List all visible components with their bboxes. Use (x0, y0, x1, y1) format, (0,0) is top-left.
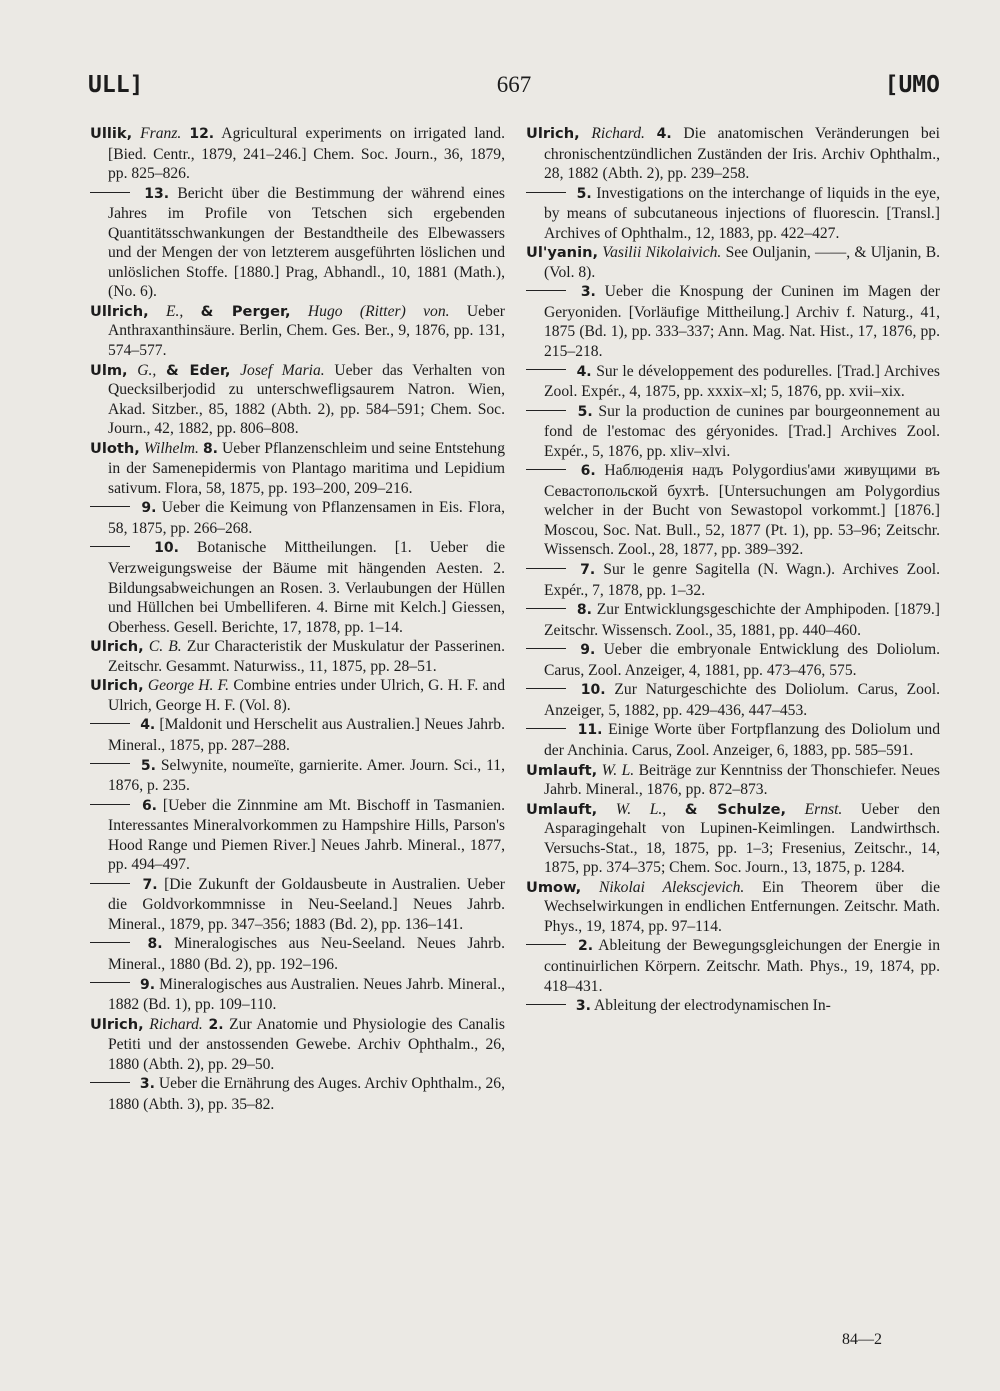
bibliography-entry (90, 1074, 505, 1114)
bibliography-entry (526, 560, 940, 600)
bibliography-entry (90, 934, 505, 974)
ditto-dash (526, 608, 566, 609)
page-number: 667 (496, 72, 532, 97)
entry-text: Botanische Mittheilungen. [1. Ueber die Verzweigungsweise der Bäume mit hängenden Aesten. 2. Bildungsabweichungen an Rosen. 3. Verlaubungen der Hüllen und Hüllchen bei Umbelliferen. 4. Birne mit Kelch.] Giessen, Oberhess. Gesell. Berichte, 17, 1878, pp. 1–14. (108, 539, 505, 636)
author-given-name: E., (165, 302, 184, 320)
entry-text: Mineralogisches aus Australien. Neues Jahrb. Mineral., 1882 (Bd. 1), pp. 109–110. (108, 975, 505, 1014)
ditto-dash (526, 290, 566, 291)
author-surname: Uloth, (90, 439, 140, 457)
header-right-guide: [UMO (884, 72, 940, 98)
entry-number: 5. (577, 403, 593, 420)
bibliography-entry (526, 800, 940, 878)
ditto-dash (526, 469, 566, 470)
bibliography-entry (90, 676, 505, 715)
bibliography-entry (526, 680, 940, 720)
entry-number: 3. (575, 998, 591, 1015)
author-given-name: Richard. (591, 125, 645, 142)
ditto-dash (526, 944, 566, 945)
bibliography-entry (526, 362, 940, 402)
entry-text: [Maldonit und Herschelit aus Australien.] Neues Jahrb. Mineral., 1875, pp. 287–288. (108, 716, 505, 754)
entry-text: Zur Characteristik der Muskulatur der Passerinen. Zeitschr. Gesammt. Naturwiss., 11, 1875, pp. 28–51. (108, 638, 505, 675)
entry-number: 8. (202, 440, 218, 457)
bibliography-entry (90, 124, 505, 184)
author-given-name: Wilhelm. (143, 439, 199, 457)
entry-number: 7. (580, 562, 596, 579)
author-given-name: Vasilii Nikolaivich. (602, 244, 722, 262)
entry-text: Ueber die embryonale Entwicklung des Doliolum. Carus, Zool. Anzeiger, 4, 1881, pp. 473–476, 575. (544, 641, 940, 679)
entry-number: 8. (576, 602, 592, 619)
entry-number: 4. (576, 363, 592, 380)
coauthor-surname: & Schulze, (684, 800, 787, 818)
entry-number: 13. (144, 185, 170, 202)
entry-number: 9. (141, 500, 157, 517)
bibliography-entry (526, 461, 940, 560)
signature-mark: 84—2 (842, 1331, 882, 1348)
author-given-name: Franz. (140, 125, 182, 142)
entry-text: [Ueber die Zinnmine am Mt. Bischoff in Tasmanien. Interessantes Mineralvorkommen zu Hampshire Hills, Parson's Hood Range und Piemen River.] Neues Jahrb. Mineral., 1877, pp. 494–497. (108, 796, 506, 874)
entry-text: Die anatomischen Veränderungen bei chronischentzündlichen Zuständen der Iris. Archiv Ophthalm., 28, 1882 (Abth. 2), pp. 239–258. (544, 125, 940, 183)
ditto-dash (90, 723, 130, 724)
ditto-dash (90, 883, 130, 884)
coauthor-given-name: Ernst. (804, 800, 843, 818)
page-header (88, 72, 940, 106)
author-surname: Ulrich, (90, 1015, 144, 1033)
entry-text: Mineralogisches aus Neu-Seeland. Neues Jahrb. Mineral., 1880 (Bd. 2), pp. 192–196. (108, 935, 505, 973)
ditto-dash (90, 942, 130, 943)
ditto-dash (90, 982, 130, 983)
entry-text: Einige Worte über Fortpflanzung des Doliolum und der Anchinia. Carus, Zool. Anzeiger, 6, 1883, pp. 585–591. (544, 721, 941, 759)
ditto-dash (90, 763, 130, 764)
bibliography-entry (90, 498, 505, 538)
entry-text: Ueber Pflanzenschleim und seine Entstehung in der Samenepidermis von Plantago maritima und Lepidium sativum. Flora, 58, 1875, pp. 193–200, 209–216. (108, 439, 505, 497)
entry-number: 5. (140, 757, 156, 774)
bibliography-entry (526, 761, 940, 800)
ditto-dash (90, 192, 130, 193)
ditto-dash (90, 546, 130, 547)
entry-text: Ableitung der electrodynamischen In- (590, 997, 831, 1015)
author-given-name: W. L., (615, 800, 667, 818)
bibliography-entry (526, 184, 940, 244)
entry-text: Наблюденія надъ Polygordius'ами живущими въ Севастопольской бухтѣ. [Untersuchungen am Polygordius welcher in der Bucht von Sewastopol vorkommt.] [1876.] Moscou, Soc. Nat. Bull., 52, 1877 (Pt. 1), pp. 53–96; Zeitschr. Wissensch. Zool., 28, 1877, pp. 389–392. (544, 462, 940, 559)
entry-text: Zur Anatomie und Physiologie des Canalis Petiti und der anstossenden Gewebe. Archiv Ophthalm., 26, 1880 (Abth. 2), pp. 29–50. (108, 1015, 505, 1073)
entry-text: Zur Entwicklungsgeschichte der Amphipoden. [1879.] Zeitschr. Wissensch. Zool., 35, 1881, pp. 440–460. (544, 601, 941, 639)
entry-number: 2. (578, 938, 594, 955)
bibliography-entry (90, 439, 505, 499)
entry-text: Sur la production de cunines par bourgeonnement au fond de l'estomac des géryonides. [Trad.] Archives Zool. Expér., 5, 1876, pp. xliv–xlvi. (544, 402, 940, 460)
right-column (526, 124, 940, 1017)
entry-number: 3. (580, 284, 596, 301)
entry-text: Ein Theorem über die Wechselwirkungen in endlichen Entfernungen. Zeitschr. Math. Phys., 19, 1874, pp. 97–114. (544, 878, 941, 935)
ditto-dash (90, 804, 130, 805)
author-surname: Umlauft, (526, 800, 598, 818)
left-column (90, 124, 505, 1114)
coauthor-surname: & Eder, (165, 361, 231, 379)
author-surname: Ullrich, (90, 302, 149, 320)
bibliography-entry (90, 756, 505, 796)
entry-text: Ueber die Ernährung des Auges. Archiv Ophthalm., 26, 1880 (Abth. 3), pp. 35–82. (108, 1075, 505, 1113)
entry-number: 6. (580, 463, 596, 480)
author-given-name: W. L. (601, 761, 635, 779)
bibliography-entry (526, 600, 940, 640)
ditto-dash (526, 410, 566, 411)
entry-number: 12. (189, 126, 215, 142)
author-surname: Ulrich, (526, 125, 580, 142)
entry-text: Ueber die Knospung der Cuninen im Magen der Geryoniden. [Vorläufige Mittheilung.] Archiv f. Naturg., 41, 1875 (Bd. 1), pp. 333–337; Ann. Mag. Nat. Hist., 17, 1876, pp. 215–218. (544, 283, 940, 361)
entry-text: Combine entries under Ulrich, G. H. F. and Ulrich, George H. F. (Vol. 8). (108, 677, 506, 714)
entry-text: Bericht über die Bestimmung der während eines Jahres im Profile von Tetschen sich ergebenden Quantitätsschwankungen der Bestandtheile des Elbewassers und der Mengen der von letzterem ausgeführten löslichen und unlöslichen Stoffe. [1880.] Prag, Abhandl., 10, 1881 (Math.), (No. 6). (108, 184, 505, 301)
entry-number: 8. (147, 936, 163, 953)
entry-text: Investigations on the interchange of liquids in the eye, by means of subcutaneous injections of fluorescin. [Transl.] Archives of Ophthalm., 12, 1883, pp. 422–427. (544, 184, 940, 242)
bibliography-entry (526, 282, 940, 361)
bibliography-entry (526, 996, 940, 1017)
author-given-name: George H. F. (147, 677, 230, 695)
author-surname: Ulm, (90, 361, 128, 379)
ditto-dash (526, 648, 566, 649)
bibliography-entry (90, 1015, 505, 1075)
author-given-name: C. B. (148, 638, 182, 656)
bibliography-entry (526, 402, 940, 462)
author-given-name: Richard. (149, 1015, 203, 1033)
entry-text: Sur le développement des podurelles. [Trad.] Archives Zool. Expér., 4, 1875, pp. xxxix–xl; 5, 1876, pp. xvii–xix. (544, 362, 940, 401)
entry-number: 6. (141, 797, 157, 814)
entry-number: 9. (580, 642, 596, 659)
author-surname: Umow, (526, 878, 582, 896)
ditto-dash (526, 369, 566, 370)
ditto-dash (526, 1004, 566, 1005)
coauthor-given-name: Hugo (Ritter) von. (307, 302, 450, 320)
entry-text: [Die Zukunft der Goldausbeute in Australien. Ueber die Goldvorkommnisse in Neu-Seeland.] Neues Jahrb. Mineral., 1879, pp. 347–356; 1883 (Bd. 2), pp. 136–141. (108, 875, 505, 933)
entry-number: 2. (208, 1016, 224, 1033)
entry-text: Ueber die Keimung von Pflanzensamen in Eis. Flora, 58, 1875, pp. 266–268. (108, 499, 505, 537)
author-given-name: G., (137, 361, 157, 379)
ditto-dash (526, 728, 566, 729)
bibliography-entry (90, 875, 505, 935)
author-given-name: Nikolai Alekscjevich. (599, 878, 745, 896)
entry-number: 4. (140, 717, 156, 734)
bibliography-entry (90, 715, 505, 755)
entry-text: See Ouljanin, ——, & Uljanin, B. (Vol. 8). (544, 244, 940, 281)
coauthor-given-name: Josef Maria. (240, 361, 325, 379)
ditto-dash (90, 1082, 130, 1083)
ditto-dash (526, 688, 566, 689)
entry-text: Ueber das Verhalten von Quecksilberjodid zu unterschwefligsaurem Natron. Wien, Akad. Sitzber., 85, 1882 (Abth. 2), pp. 584–591; Chem. Soc. Journ., 42, 1882, pp. 806–808. (108, 361, 506, 438)
author-surname: Ulrich, (90, 638, 144, 656)
author-surname: Umlauft, (526, 761, 598, 779)
entry-text: Agricultural experiments on irrigated land. [Bied. Centr., 1879, 241–246.] Chem. Soc. Journ., 36, 1879, pp. 825–826. (108, 125, 505, 183)
entry-text: Sur le genre Sagitella (N. Wagn.). Archives Zool. Expér., 7, 1878, pp. 1–32. (544, 561, 941, 599)
entry-number: 11. (577, 722, 603, 739)
bibliography-entry (526, 640, 940, 680)
author-surname: Ul'yanin, (526, 244, 599, 262)
bibliography-entry (526, 243, 940, 282)
bibliography-entry (90, 538, 505, 637)
entry-text: Selwynite, noumeïte, garnierite. Amer. Journ. Sci., 11, 1876, p. 235. (108, 756, 505, 795)
bibliography-entry (90, 975, 505, 1015)
author-surname: Ulrich, (90, 677, 144, 695)
entry-number: 3. (139, 1076, 155, 1093)
author-surname: Ullik, (90, 125, 133, 142)
entry-number: 7. (142, 876, 158, 893)
entry-text: Ueber Anthraxanthinsäure. Berlin, Chem. Ges. Ber., 9, 1876, pp. 131, 574–577. (108, 302, 505, 360)
entry-text: Beiträge zur Kenntniss der Thonschiefer. Neues Jahrb. Mineral., 1876, pp. 872–873. (544, 761, 940, 799)
ditto-dash (526, 568, 566, 569)
entry-text: Zur Naturgeschichte des Doliolum. Carus, Zool. Anzeiger, 5, 1882, pp. 429–436, 447–453. (544, 681, 940, 719)
bibliography-entry (90, 302, 505, 361)
ditto-dash (526, 192, 566, 193)
entry-text: Ableitung der Bewegungsgleichungen der Energie in continuirlichen Körpern. Zeitschr. Math. Phys., 19, 1874, pp. 418–431. (544, 937, 940, 995)
bibliography-entry (90, 637, 505, 676)
ditto-dash (90, 506, 130, 507)
entry-number: 10. (154, 540, 179, 557)
bibliography-entry (526, 720, 940, 760)
header-left-guide: ULL] (88, 72, 144, 98)
entry-number: 5. (576, 185, 592, 202)
bibliography-entry (90, 796, 505, 875)
bibliography-entry (526, 936, 940, 996)
entry-text: Ueber den Asparagingehalt von Lupinen-Keimlingen. Landwirthsch. Versuchs-Stat., 18, 1875, pp. 1–3; Fresenius, Zeitschr., 14, 1875, pp. 374–375; Chem. Soc. Journ., 13, 1875, p. 1284. (544, 800, 940, 877)
bibliography-entry (90, 184, 505, 302)
bibliography-entry (90, 361, 505, 439)
entry-number: 9. (140, 976, 156, 993)
bibliography-entry (526, 878, 940, 937)
entry-number: 4. (656, 126, 672, 142)
bibliography-entry (526, 124, 940, 184)
entry-number: 10. (580, 682, 606, 699)
coauthor-surname: & Perger, (200, 302, 291, 320)
